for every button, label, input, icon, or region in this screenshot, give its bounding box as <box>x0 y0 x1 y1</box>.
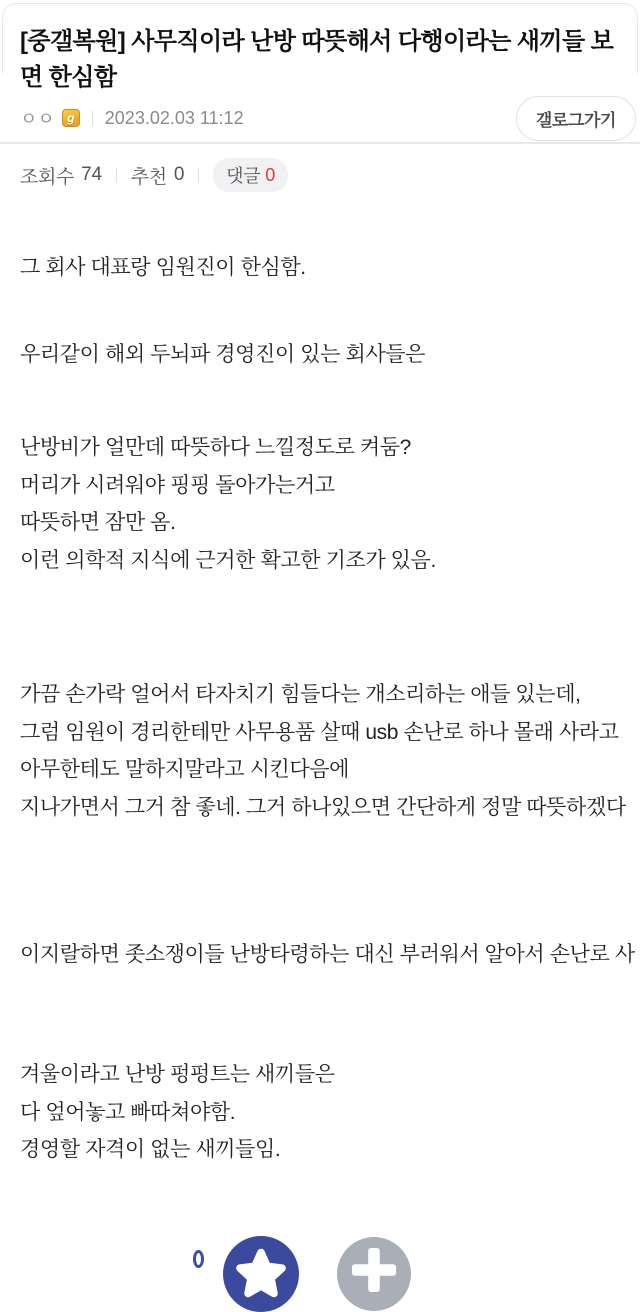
divider <box>0 142 640 144</box>
post-body-line: 지나가면서 그거 참 좋네. 그거 하나있으면 간단하게 정말 따뜻하겠다 <box>20 795 626 819</box>
post-body-line: 아무한테도 말하지말라고 시킨다음에 <box>20 758 350 781</box>
downvote-button[interactable] <box>337 1237 411 1311</box>
post-body-line: 머리가 시려워야 핑핑 돌아가는거고 <box>20 473 335 497</box>
star-icon <box>234 1246 288 1300</box>
post-stats-row <box>20 158 288 192</box>
post-body-line: 이지랄하면 좃소쟁이들 난방타령하는 대신 부러워서 알아서 손난로 사 <box>20 943 635 966</box>
divider <box>116 168 117 183</box>
recommend-value: 0 <box>173 164 185 185</box>
body-paragraph <box>20 429 436 579</box>
views-stat <box>20 162 102 189</box>
body-paragraph <box>20 249 306 287</box>
body-paragraph <box>20 936 635 974</box>
body-paragraph <box>20 1056 335 1169</box>
post-body-line: 겨울이라고 난방 펑펑트는 새끼들은 <box>20 1063 335 1086</box>
divider <box>92 111 93 126</box>
comments-label: 댓글 <box>226 166 261 186</box>
post-date: 2023.02.03 11:12 <box>104 107 244 128</box>
recommend-stat <box>131 162 184 189</box>
post-body-line: 우리같이 해외 두뇌파 경영진이 있는 회사들은 <box>20 343 426 366</box>
plus-icon <box>345 1241 403 1299</box>
views-value: 74 <box>81 164 102 185</box>
post-meta-row <box>20 96 636 140</box>
comments-count: 0 <box>265 164 276 185</box>
post-body-line: 난방비가 얼만데 따뜻하다 느낄정도로 켜둠? <box>20 436 411 459</box>
post-body-line: 경영할 자격이 없는 새끼들임. <box>20 1138 281 1161</box>
recommend-label: 추천 <box>130 166 167 188</box>
gallog-button[interactable]: 갤로그가기 <box>516 96 636 141</box>
post-body-line: 따뜻하면 잠만 옴. <box>20 511 176 534</box>
post-body-line: 다 엎어놓고 빠따쳐야함. <box>20 1100 236 1124</box>
post-body-line: 그럼 임원이 경리한테만 사무용품 살때 usb 손난로 하나 몰래 사라고 <box>20 720 619 744</box>
decoration-ring-icon <box>193 1250 204 1268</box>
divider <box>198 168 199 183</box>
body-paragraph <box>20 336 425 374</box>
views-label: 조회수 <box>20 166 75 188</box>
body-paragraph <box>20 676 626 826</box>
gallog-badge-icon[interactable]: g <box>62 109 80 127</box>
post-body-line: 그 회사 대표랑 임원진이 한심함. <box>20 256 306 279</box>
upvote-button[interactable] <box>223 1236 299 1312</box>
post-title: [중갤복원] 사무직이라 난방 따뜻해서 다행이라는 새끼들 보면 한심함 <box>20 28 614 91</box>
comments-badge[interactable] <box>213 158 288 192</box>
post-body-line: 가끔 손가락 얼어서 타자치기 힘들다는 개소리하는 애들 있는데, <box>20 683 581 706</box>
author-nickname[interactable]: ㅇㅇ <box>20 109 55 129</box>
post-body-line: 이런 의학적 지식에 근거한 확고한 기조가 있음. <box>20 548 436 572</box>
